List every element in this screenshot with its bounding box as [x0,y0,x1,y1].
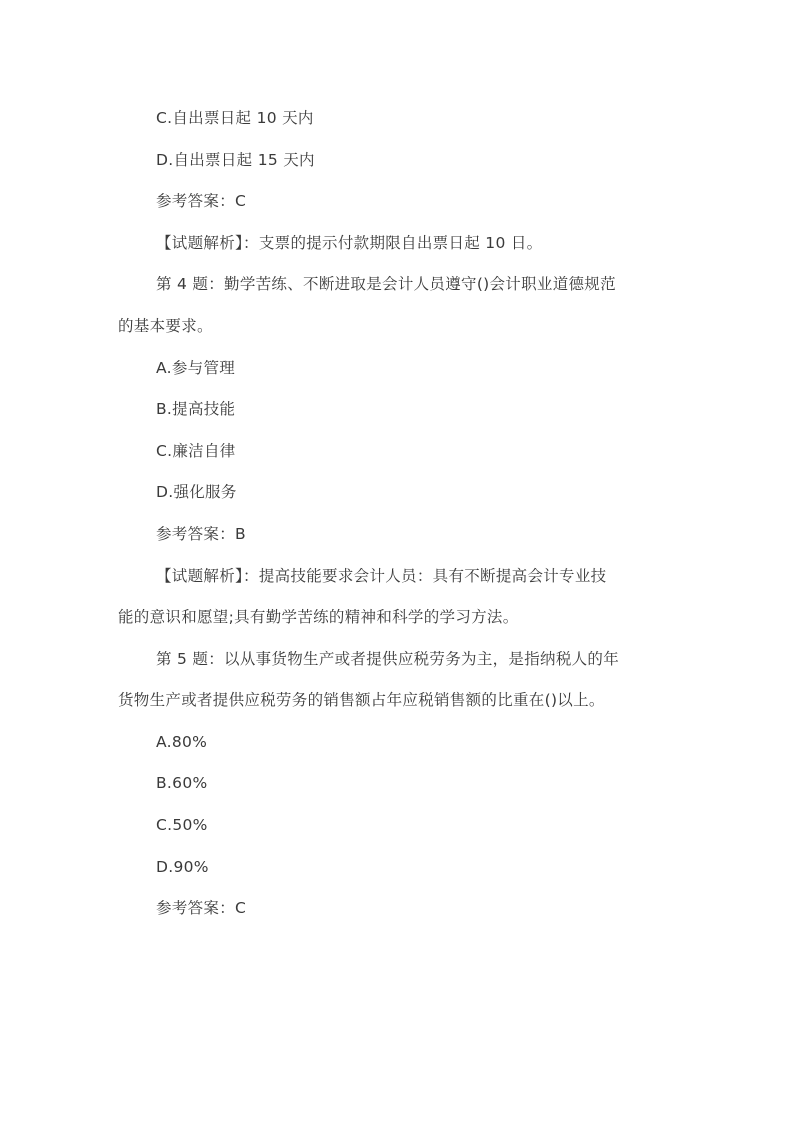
q5-question-line1: 第 5 题：以从事货物生产或者提供应税劳务为主，是指纳税人的年 [156,650,620,668]
q4-question-line1: 第 4 题：勤学苦练、不断进取是会计人员遵守()会计职业道德规范 [156,275,616,293]
q5-question-line2: 货物生产或者提供应税劳务的销售额占年应税销售额的比重在()以上。 [118,691,605,709]
q4-option-d: D.强化服务 [156,483,237,501]
q5-option-d: D.90% [156,858,209,876]
q3-answer: 参考答案：C [156,192,247,210]
q3-option-d: D.自出票日起 15 天内 [156,151,315,169]
q4-analysis-line2: 能的意识和愿望;具有勤学苦练的精神和科学的学习方法。 [118,608,519,626]
q3-analysis: 【试题解析】：支票的提示付款期限自出票日起 10 日。 [156,234,543,252]
q5-answer: 参考答案：C [156,899,247,917]
q3-option-c: C.自出票日起 10 天内 [156,109,314,127]
q4-analysis-line1: 【试题解析】：提高技能要求会计人员：具有不断提高会计专业技 [156,567,607,585]
q5-option-a: A.80% [156,733,208,751]
q5-option-b: B.60% [156,774,208,792]
q4-option-c: C.廉洁自律 [156,442,236,460]
q5-option-c: C.50% [156,816,208,834]
q4-option-b: B.提高技能 [156,400,236,418]
q4-answer: 参考答案：B [156,525,246,543]
q4-option-a: A.参与管理 [156,359,236,377]
q4-question-line2: 的基本要求。 [118,317,213,335]
